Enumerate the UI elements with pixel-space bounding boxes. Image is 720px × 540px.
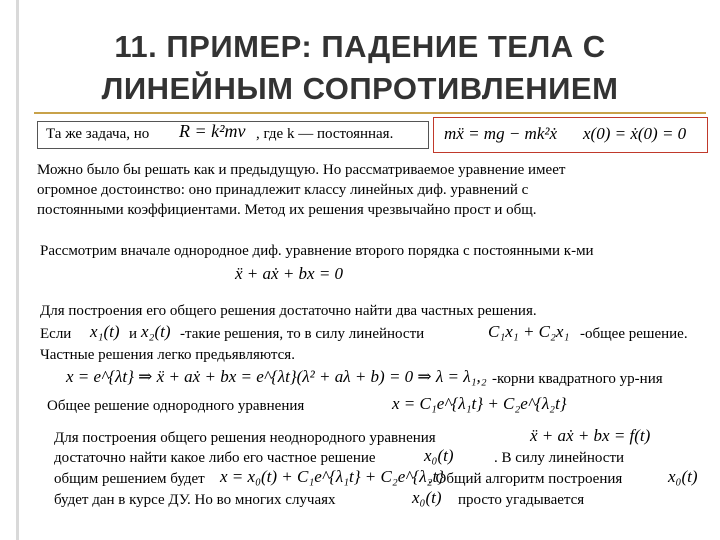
main-equation: mẍ = mg − mk²ẋ	[444, 124, 558, 143]
nonhomogeneous-line2-end: . В силу линейности	[494, 450, 625, 466]
paragraph3-line1: Для построения его общего решения достаточно найти два частных решения.	[40, 303, 537, 319]
paragraph1-line3: постоянными коэффициентами. Метод их решения чрезвычайно прост и общ.	[37, 202, 537, 218]
nonhomogeneous-line4-end: просто угадывается	[458, 492, 585, 508]
paragraph3-if: Если	[40, 326, 72, 342]
paragraph1-line2: огромное достоинство: оно принадлежит классу линейных диф. уравнений с	[37, 182, 529, 198]
particular-solution-x0-b: x₀(t)	[668, 467, 698, 486]
intro-prefix: Та же задача, но	[46, 126, 150, 142]
title-divider	[34, 112, 706, 114]
paragraph3-middle: -такие решения, то в силу линейности	[180, 326, 425, 342]
homogeneous-solution-label: Общее решение однородного уравнения	[47, 398, 305, 414]
slide-title-line-1: 11. ПРИМЕР: ПАДЕНИЕ ТЕЛА С	[114, 29, 606, 64]
paragraph3-and: и	[129, 326, 138, 342]
nonhomogeneous-line1: Для построения общего решения неоднородного уравнения	[54, 430, 436, 446]
nonhomogeneous-line3-start: общим решением будет	[54, 471, 205, 487]
homogeneous-equation: ẍ + aẋ + bx = 0	[235, 264, 344, 283]
paragraph3-line3: Частные решения легко предьявляются.	[40, 347, 295, 363]
linear-combination: C₁x₁ + C₂x₁	[488, 322, 570, 341]
nonhomogeneous-line2-start: достаточно найти какое либо его частное решение	[54, 450, 376, 466]
resistance-formula: R = k²mv	[179, 121, 246, 141]
particular-solution-x0: x₀(t)	[424, 446, 454, 465]
slide-title-line-2: ЛИНЕЙНЫМ СОПРОТИВЛЕНИЕМ	[101, 71, 619, 106]
roots-label: -корни квадратного ур-ния	[492, 371, 663, 387]
nonhomogeneous-general-formula: x = x₀(t) + C₁e^{λ₁t} + C₂e^{λ₂t}	[220, 467, 445, 486]
nonhomogeneous-line3-end: . Общий алгоритм построения	[428, 471, 623, 487]
solution-x2: x₂(t)	[141, 322, 171, 341]
nonhomogeneous-line4-start: будет дан в курсе ДУ. Но во многих случаях	[54, 492, 336, 508]
nonhomogeneous-equation: ẍ + aẋ + bx = f(t)	[530, 426, 651, 445]
particular-solution-x0-c: x₀(t)	[412, 488, 442, 507]
exponential-equation: x = e^{λt} ⇒ ẍ + aẋ + bx = e^{λt}(λ² + aλ + b) = 0 ⇒ λ = λ₁,₂	[66, 367, 487, 386]
paragraph3-general: -общее решение.	[580, 326, 688, 342]
homogeneous-solution-formula: x = C₁e^{λ₁t} + C₂e^{λ₂t}	[392, 394, 567, 413]
initial-conditions: x(0) = ẋ(0) = 0	[583, 124, 687, 143]
paragraph2-line1: Рассмотрим вначале однородное диф. уравнение второго порядка с постоянными к-ми	[40, 243, 594, 259]
paragraph1-line1: Можно было бы решать как и предыдущую. Но рассматриваемое уравнение имеет	[37, 162, 566, 178]
solution-x1: x₁(t)	[90, 322, 120, 341]
intro-suffix: , где k — постоянная.	[256, 126, 394, 142]
